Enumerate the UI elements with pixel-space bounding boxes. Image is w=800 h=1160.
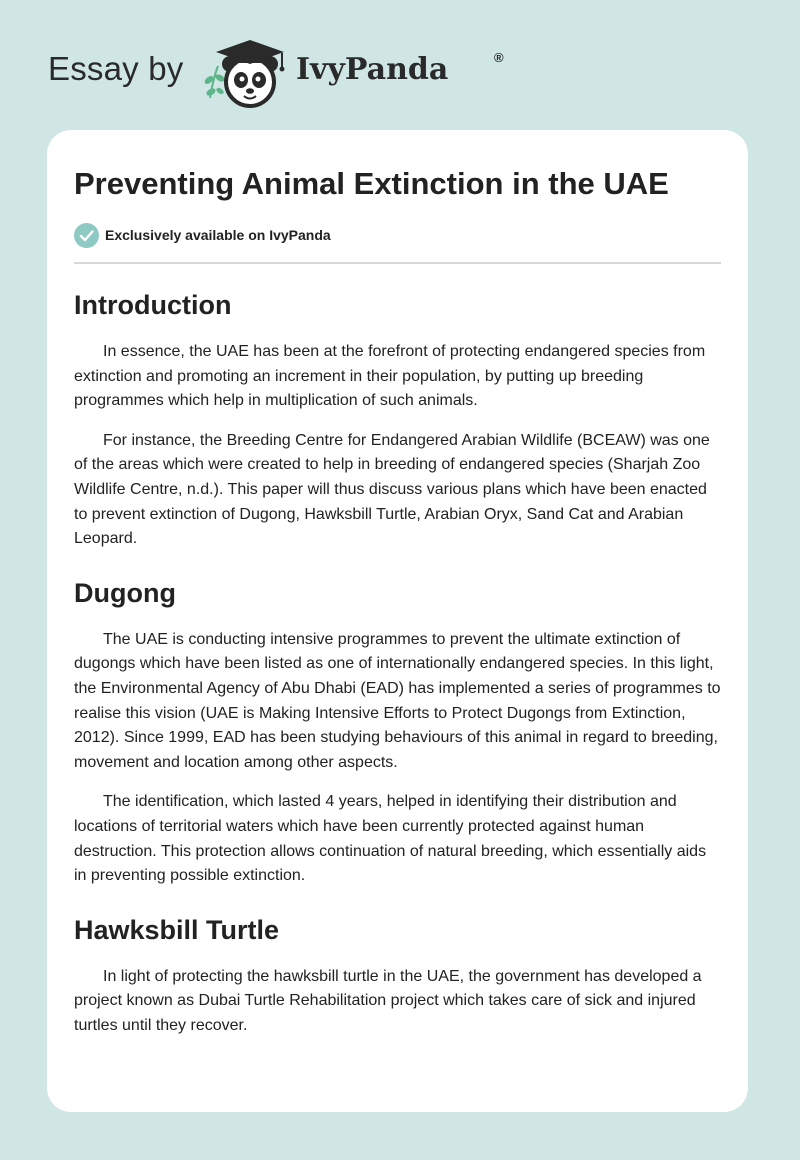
paragraph: For instance, the Breeding Centre for Endangered Arabian Wildlife (BCEAW) was one of the areas which were created to help in breeding of endangered species (Sharjah Zoo Wildlife Centre, n.d.). This paper will thus discuss various plans which have been enacted to prevent extinction of Dugong, Hawksbill Turtle, Arabian Oryx, Sand Cat and Arabian Leopard. [74,431,710,548]
title-divider [74,262,721,264]
panda-graduation-cap-logo-icon [200,36,296,110]
brand-name: IvyPanda [296,52,449,87]
section-heading: Introduction [74,290,232,320]
site-header-logo[interactable] [48,36,528,110]
paragraph: The UAE is conducting intensive programmes to prevent the ultimate extinction of dugongs which have been listed as one of internationally endangered species. In this light, the Environmental Agency of Abu Dhabi (EAD) has implemented a series of programmes to realise this vision (UAE is Making Intensive Efforts to Protect Dugongs from Extinction, 2012). Since 1999, EAD has been studying behaviours of this animal in regard to breeding, movement and location among other aspects. [74,630,721,771]
section-heading: Dugong [74,577,176,608]
paragraph: In essence, the UAE has been at the forefront of protecting endangered species from extinction and promoting an increment in their population, by putting up breeding programmes which help in multiplication of such animals. [74,343,706,410]
check-circle-icon [74,223,99,248]
brand-prefix: Essay by [48,50,184,87]
paragraph: In light of protecting the hawksbill turtle in the UAE, the government has developed a project known as Dubai Turtle Rehabilitation project which takes care of sick and injured turtles until they recover. [74,967,702,1034]
exclusive-badge [74,222,721,248]
section-hawksbill-turtle [74,913,721,1039]
section-dugong [74,576,721,889]
registered-mark: ® [494,50,504,65]
paragraph: The identification, which lasted 4 years, helped in identifying their distribution and locations of territorial waters which have been currently protected against human destruction. This protection allows continuation of natural breeding, which essentially aids in preventing possible extinction. [74,793,707,885]
section-introduction [74,288,721,552]
exclusive-badge-text: Exclusively available on IvyPanda [105,227,331,243]
essay-card [47,130,748,1112]
page-title: Preventing Animal Extinction in the UAE [74,166,669,201]
section-heading: Hawksbill Turtle [74,914,280,945]
